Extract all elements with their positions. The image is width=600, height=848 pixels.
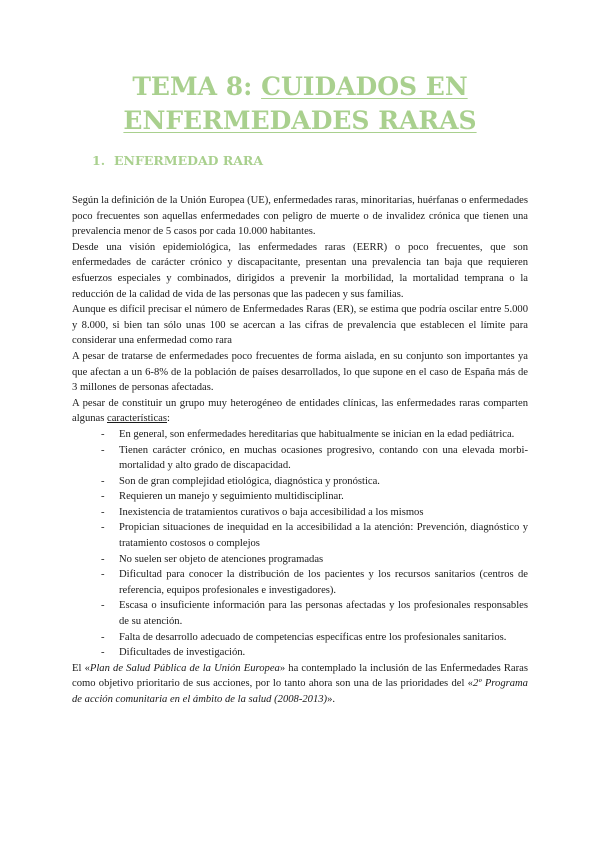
closing-program-name: 2º Programa de acción comunitaria en el ámbito de la salud (2008-2013) bbox=[72, 678, 528, 705]
document-body bbox=[72, 193, 528, 708]
closing-text-1: El « bbox=[72, 662, 90, 674]
characteristics-link-text: características bbox=[107, 413, 168, 425]
list-item-text: Dificultades de investigación. bbox=[119, 647, 246, 659]
closing-plan-name: Plan de Salud Pública de la Unión Europea bbox=[89, 662, 280, 674]
closing-text-3: ». bbox=[327, 694, 336, 705]
bullet-dash: - bbox=[101, 444, 105, 456]
bullet-dash: - bbox=[101, 647, 105, 659]
bullet-dash: - bbox=[101, 491, 105, 503]
list-item bbox=[72, 645, 528, 661]
bullet-dash: - bbox=[101, 553, 105, 565]
closing-text-2: » ha contemplado la inclusión de las Enfermedades Raras como objetivo prioritario de sus acciones, por lo tanto ahora son una de las prioridades del « bbox=[72, 662, 528, 690]
page-title bbox=[60, 70, 540, 138]
bullet-dash: - bbox=[101, 428, 105, 440]
section-title: ENFERMEDAD RARA bbox=[114, 153, 264, 168]
list-item-text: Propician situaciones de inequidad en la accesibilidad a la atención: Prevención, diagnóstico y tratamiento costosos o complejos bbox=[119, 522, 528, 550]
intro-colon: : bbox=[167, 413, 170, 425]
list-item-text: Inexistencia de tratamientos curativos o baja accesibilidad a los mismos bbox=[119, 506, 424, 518]
title-underlined: CUIDADOS EN ENFERMEDADES RARAS bbox=[123, 72, 477, 135]
list-item-text: Dificultad para conocer la distribución de los pacientes y los recursos sanitarios (centros de referencia, equipos profesionales e investigadores). bbox=[119, 569, 528, 596]
list-item bbox=[72, 489, 528, 505]
intro-text: A pesar de constituir un grupo muy heterogéneo de entidades clínicas, las enfermedades raras comparten algunas bbox=[72, 397, 528, 425]
list-item bbox=[72, 630, 528, 646]
bullet-dash: - bbox=[101, 522, 105, 534]
section-heading bbox=[92, 153, 263, 168]
list-item bbox=[72, 567, 528, 598]
list-item-text: Tienen carácter crónico, en muchas ocasiones progresivo, contando con una elevada morbi-mortalidad y alto grado de discapacidad. bbox=[119, 444, 528, 472]
paragraph-epidemiology: Desde una visión epidemiológica, las enfermedades raras (EERR) o poco frecuentes, que son enfermedades de carácter crónico y discapacitante, presentan una prevalencia tan baja que requieren esfuerzos especiales y combinados, dirigidos a prevenir la morbilidad, la mortalidad temprana o la reducción de la calidad de vida de las personas que las padecen y sus familias. bbox=[72, 241, 528, 300]
paragraph-definition: Según la definición de la Unión Europea (UE), enfermedades raras, minoritarias, huérfanas o enfermedades poco frecuentes son aquellas enfermedades con peligro de muerte o de invalidez crónica que tienen una prevalencia menor de 5 casos por cada 10.000 habitantes. bbox=[72, 195, 528, 238]
list-item bbox=[72, 474, 528, 490]
list-item-text: Falta de desarrollo adecuado de competencias específicas entre los profesionales sanitarios. bbox=[119, 631, 507, 643]
list-item bbox=[72, 505, 528, 521]
list-item bbox=[72, 552, 528, 568]
characteristics-list bbox=[72, 427, 528, 661]
bullet-dash: - bbox=[101, 475, 105, 487]
paragraph-characteristics-intro bbox=[72, 396, 528, 427]
section-number: 1. bbox=[92, 153, 106, 168]
list-item bbox=[72, 427, 528, 443]
list-item-text: Requieren un manejo y seguimiento multidisciplinar. bbox=[119, 491, 344, 503]
bullet-dash: - bbox=[101, 631, 105, 643]
paragraph-number-of-diseases: Aunque es difícil precisar el número de Enfermedades Raras (ER), se estima que podría oscilar entre 5.000 y 8.000, si bien tan sólo unas 100 se acercan a las cifras de prevalencia que establecen el límite para considerar una enfermedad como rara bbox=[72, 304, 528, 347]
bullet-dash: - bbox=[101, 600, 105, 612]
paragraph-prevalence: A pesar de tratarse de enfermedades poco frecuentes de forma aislada, en su conjunto son importantes ya que afectan a un 6-8% de la población de países desarrollados, lo que supone en el caso de España más de 3 millones de personas afectadas. bbox=[72, 350, 528, 394]
bullet-dash: - bbox=[101, 569, 105, 581]
list-item-text: No suelen ser objeto de atenciones programadas bbox=[119, 553, 324, 565]
list-item bbox=[72, 598, 528, 629]
bullet-dash: - bbox=[101, 506, 105, 518]
list-item-text: Escasa o insuficiente información para las personas afectadas y los profesionales responsables de su atención. bbox=[119, 600, 528, 628]
list-item-text: Son de gran complejidad etiológica, diagnóstica y pronóstica. bbox=[119, 475, 380, 487]
title-prefix: TEMA 8: bbox=[132, 72, 262, 101]
list-item bbox=[72, 520, 528, 551]
list-item-text: En general, son enfermedades hereditarias que habitualmente se inician en la edad pediátrica. bbox=[119, 428, 515, 440]
paragraph-eu-plan bbox=[72, 661, 528, 708]
list-item bbox=[72, 443, 528, 474]
